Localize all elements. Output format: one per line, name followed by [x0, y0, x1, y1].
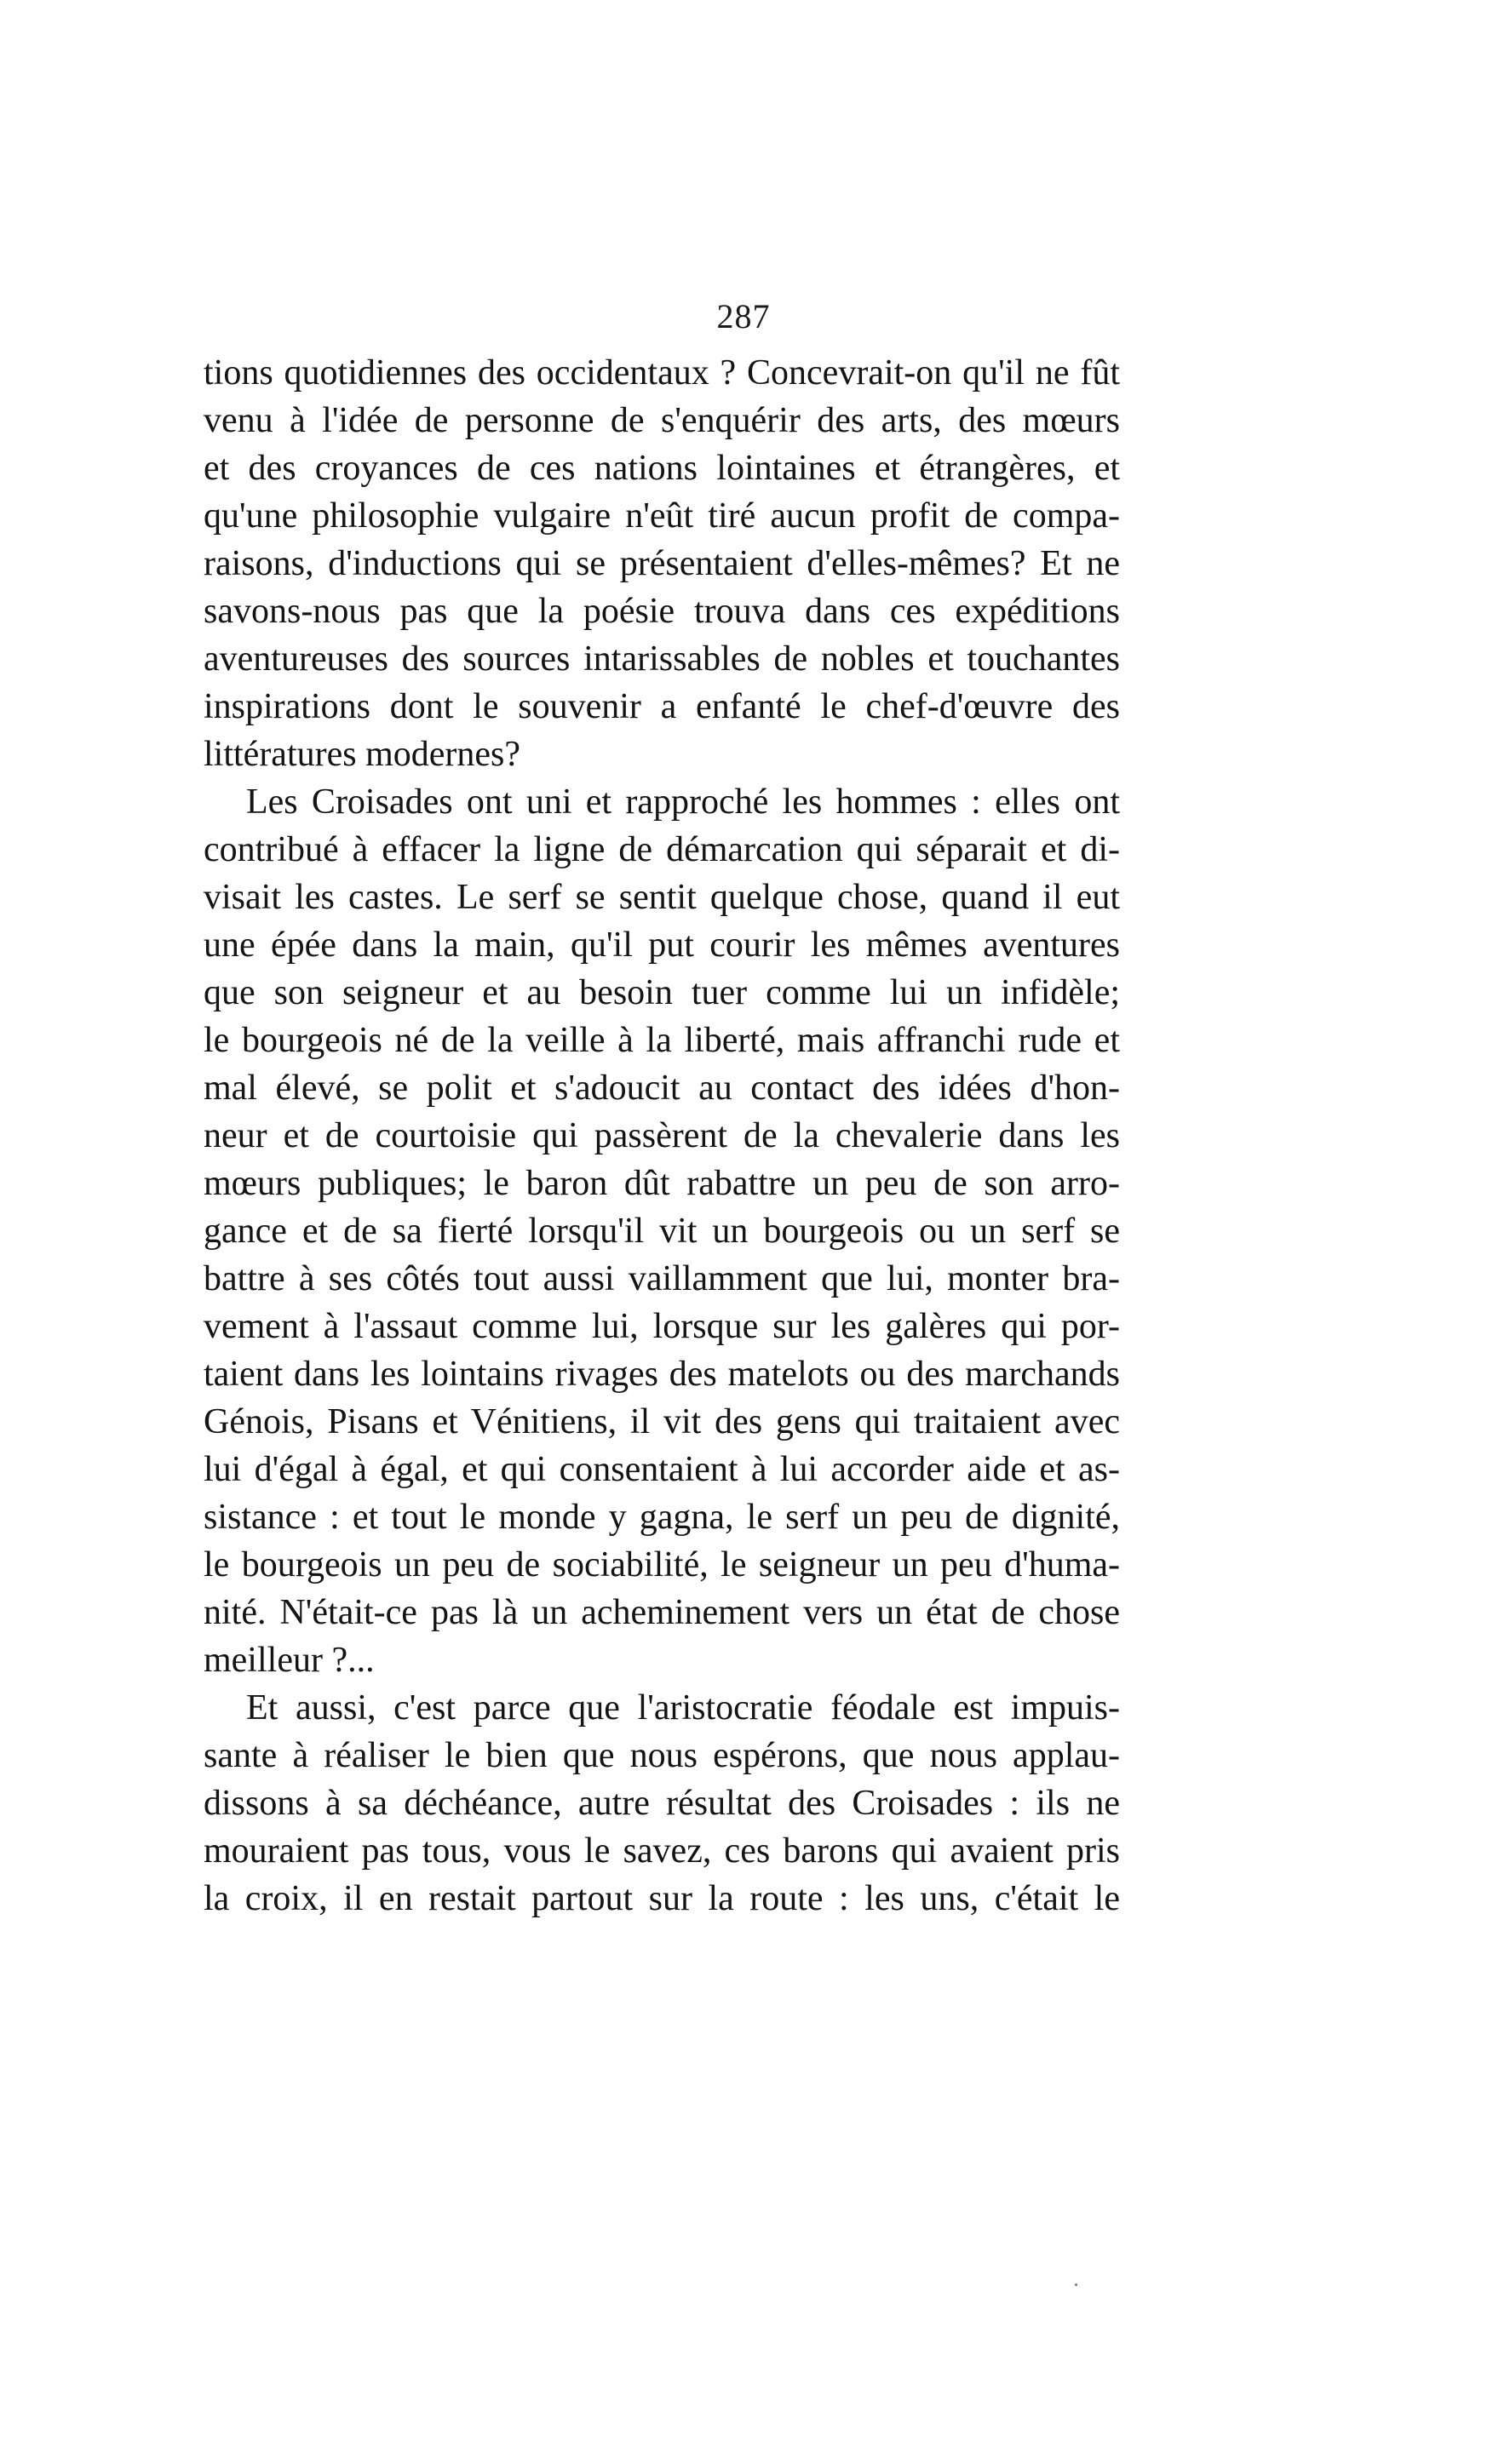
text-line: dissons à sa déchéance, autre résultat des Croisades : ils ne: [204, 1784, 1120, 1823]
text-line: tions quotidiennes des occidentaux ? Concevrait-on qu'il ne fût: [204, 353, 1120, 393]
text-line: la croix, il en restait partout sur la route : les uns, c'était le: [204, 1879, 1120, 1918]
body-text: [204, 349, 1120, 1922]
paragraph-1: [204, 349, 1120, 778]
text-line: nité. N'était-ce pas là un acheminement vers un état de chose: [204, 1593, 1120, 1632]
text-line: Génois, Pisans et Vénitiens, il vit des gens qui traitaient avec: [204, 1402, 1120, 1441]
paragraph-3: [204, 1684, 1120, 1922]
text-line: taient dans les lointains rivages des matelots ou des marchands: [204, 1355, 1120, 1394]
text-line: visait les castes. Le serf se sentit quelque chose, quand il eut: [204, 878, 1120, 917]
text-line: battre à ses côtés tout aussi vaillamment que lui, monter bra-: [204, 1259, 1120, 1298]
text-line: inspirations dont le souvenir a enfanté le chef-d'œuvre des: [204, 687, 1120, 726]
text-line: raisons, d'inductions qui se présentaient d'elles-mêmes? Et ne: [204, 544, 1120, 583]
text-line: mœurs publiques; le baron dût rabattre un peu de son arro-: [204, 1164, 1120, 1203]
text-line: mal élevé, se polit et s'adoucit au contact des idées d'hon-: [204, 1069, 1120, 1108]
text-line: que son seigneur et au besoin tuer comme lui un infidèle;: [204, 973, 1120, 1012]
paragraph-2: [204, 778, 1120, 1684]
text-line: Et aussi, c'est parce que l'aristocratie féodale est impuis-: [246, 1688, 1120, 1728]
text-line: gance et de sa fierté lorsqu'il vit un bourgeois ou un serf se: [204, 1212, 1120, 1251]
text-line: savons-nous pas que la poésie trouva dans ces expéditions: [204, 592, 1120, 631]
page-number: 287: [716, 297, 771, 335]
text-line: neur et de courtoisie qui passèrent de la chevalerie dans les: [204, 1116, 1120, 1155]
text-line: vement à l'assaut comme lui, lorsque sur les galères qui por-: [204, 1307, 1120, 1346]
text-line: qu'une philosophie vulgaire n'eût tiré aucun profit de compa-: [204, 496, 1120, 536]
text-line: venu à l'idée de personne de s'enquérir des arts, des mœurs: [204, 401, 1120, 440]
text-line: Les Croisades ont uni et rapproché les hommes : elles ont: [246, 782, 1120, 822]
text-line: le bourgeois né de la veille à la liberté, mais affranchi rude et: [204, 1021, 1120, 1060]
text-line: sante à réaliser le bien que nous espérons, que nous applau-: [204, 1736, 1120, 1775]
text-line: aventureuses des sources intarissables de nobles et touchantes: [204, 639, 1120, 679]
text-line: meilleur ?...: [204, 1641, 375, 1680]
text-line: le bourgeois un peu de sociabilité, le seigneur un peu d'huma-: [204, 1545, 1120, 1584]
text-line: mouraient pas tous, vous le savez, ces barons qui avaient pris: [204, 1831, 1120, 1871]
text-line: sistance : et tout le monde y gagna, le serf un peu de dignité,: [204, 1498, 1120, 1537]
text-line: lui d'égal à égal, et qui consentaient à lui accorder aide et as-: [204, 1450, 1120, 1489]
text-line: littératures modernes?: [204, 735, 521, 774]
text-line: une épée dans la main, qu'il put courir les mêmes aventures: [204, 925, 1120, 965]
text-line: et des croyances de ces nations lointaines et étrangères, et: [204, 449, 1120, 488]
page-speck: [1075, 2283, 1077, 2286]
text-line: contribué à effacer la ligne de démarcation qui séparait et di-: [204, 830, 1120, 869]
